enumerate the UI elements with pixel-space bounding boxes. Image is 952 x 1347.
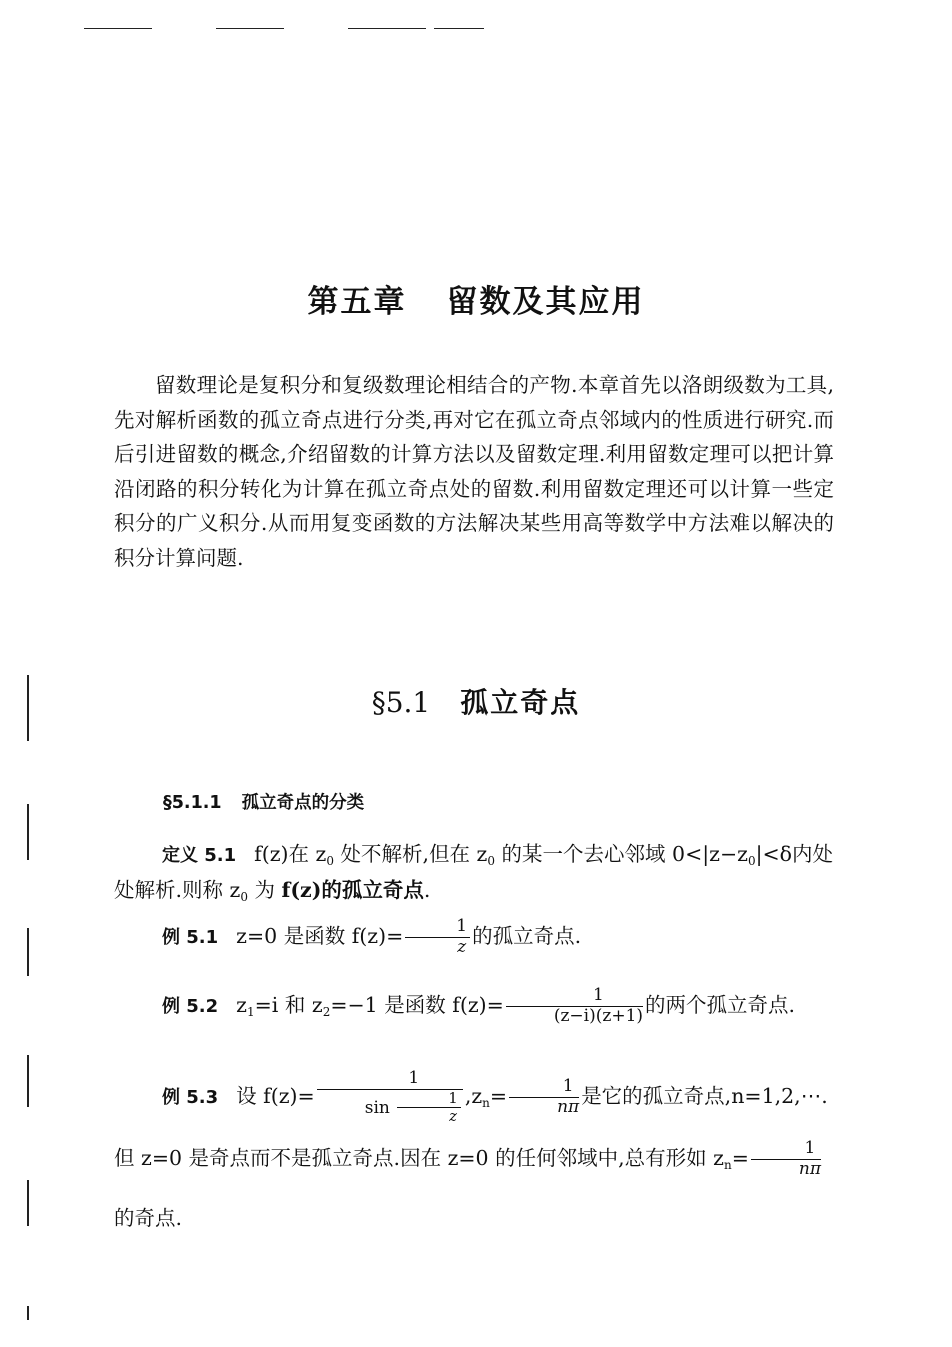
example-5-2: 例 5.2 $z_1=i$ 和 $z_2=-1$ 是函数 f(z)= $\frac{1}{(z-i)(z+1)}$ 的两个孤立奇点. xyxy=(162,985,796,1026)
margin-bar xyxy=(27,1180,29,1226)
margin-bar xyxy=(27,928,29,976)
chapter-number: 第五章 xyxy=(307,284,407,320)
margin-bar xyxy=(27,1306,29,1320)
top-rule xyxy=(434,28,484,29)
subsection-number: §5.1.1 xyxy=(163,793,222,813)
section-number: §5.1 xyxy=(371,686,431,719)
defined-term: f(z)的孤立奇点 xyxy=(281,878,424,902)
subsection-title xyxy=(163,789,364,814)
top-rule xyxy=(84,28,152,29)
top-rule xyxy=(348,28,426,29)
example-5-3: 例 5.3 设 f(z)= 1 sin $\frac{1}{z}$ $,z_n=$ $\frac{1}{n\pi}$ 是它的孤立奇点,n=1,2,⋯. 但 z=0 是奇点而不是孤立奇点.因在 z=0 的任何邻域中,总有形如 $z_n=$ $\frac{1}{n\pi}$ 的奇点. xyxy=(114,1067,828,1230)
top-rule xyxy=(216,28,284,29)
section-name: 孤立奇点 xyxy=(460,686,581,719)
section-title xyxy=(0,681,952,721)
definition-5-1: 定义 5.1 f(z)在 $z_0$ 处不解析,但在 $z_0$ 的某一个去心邻域 $0<|z-z_0|<\delta$内处处解析.则称 $z_0$ 为 f(z)的孤立奇点. xyxy=(114,842,834,904)
margin-bar xyxy=(27,1055,29,1107)
definition-label: 定义 5.1 xyxy=(162,845,237,866)
example-label: 例 5.1 xyxy=(162,926,219,948)
fraction: $\frac{1}{(z-i)(z+1)}$ xyxy=(506,987,643,1026)
subsection-name: 孤立奇点的分类 xyxy=(241,793,365,813)
intro-paragraph: 留数理论是复积分和复级数理论相结合的产物.本章首先以洛朗级数为工具,先对解析函数的孤立奇点进行分类,再对它在孤立奇点邻域内的性质进行研究.而后引进留数的概念,介绍留数的计算方法以及留数定理.利用留数定理可以把计算沿闭路的积分转化为计算在孤立奇点处的留数.利用留数定理还可以计算一些定积分的广义积分.从而用复变函数的方法解决某些用高等数学中方法难以解决的积分计算问题. xyxy=(114,373,834,570)
fraction: $\frac{1}{n\pi}$ xyxy=(751,1140,821,1179)
fraction: 1 sin $\frac{1}{z}$ xyxy=(317,1070,463,1125)
example-label: 例 5.2 xyxy=(162,996,219,1017)
chapter-title xyxy=(0,276,952,321)
chapter-name: 留数及其应用 xyxy=(446,284,645,320)
example-label: 例 5.3 xyxy=(162,1087,219,1108)
example-5-1: 例 5.1 z=0 是函数 f(z)= $\frac{1}{z}$ 的孤立奇点. xyxy=(162,916,582,957)
fraction: $\frac{1}{n\pi}$ xyxy=(509,1078,579,1117)
fraction: $\frac{1}{z}$ xyxy=(397,1091,461,1126)
fraction: $\frac{1}{z}$ xyxy=(405,918,470,957)
margin-bar xyxy=(27,804,29,860)
